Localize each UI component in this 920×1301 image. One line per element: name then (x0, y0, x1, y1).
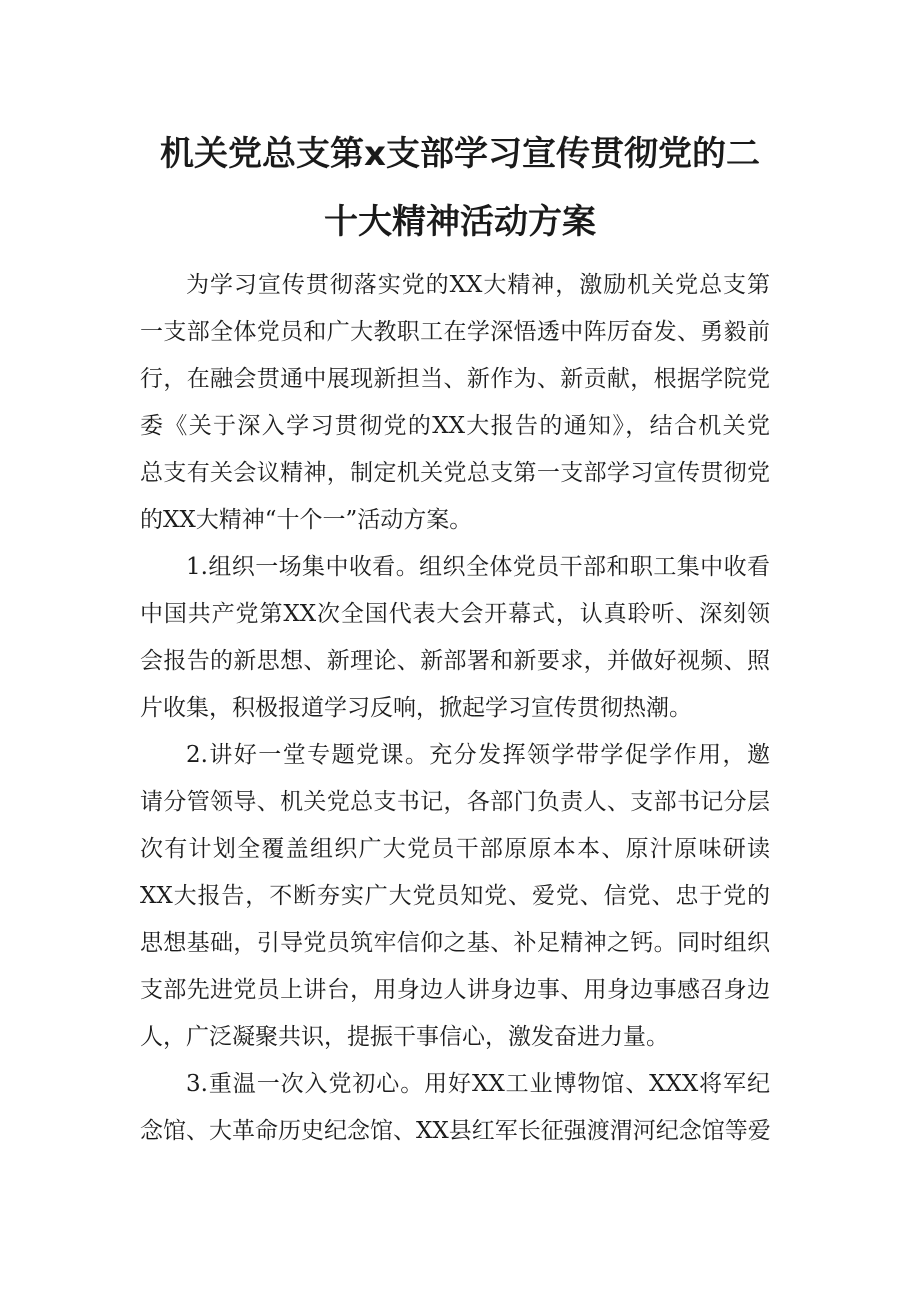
intro-line: 的XX大精神“十个一”活动方案。 (140, 507, 473, 533)
item1-line: 中国共产党第XX次全国代表大会开幕式，认真聆听、深刻领 (140, 601, 770, 627)
item2-line: XX大报告，不断夯实广大党员知党、爱党、信党、忠于党的 (140, 883, 770, 909)
item3-line: 3.重温一次入党初心。用好XX工业博物馆、XXX将军纪 (186, 1071, 770, 1097)
document-body (140, 262, 770, 1155)
intro-line: 委《关于深入学习贯彻党的XX大报告的通知》，结合机关党 (140, 413, 770, 439)
item2-line: 请分管领导、机关党总支书记，各部门负责人、支部书记分层 (140, 789, 770, 815)
item1-line: 1.组织一场集中收看。组织全体党员干部和职工集中收看 (186, 554, 770, 580)
item2-line: 支部先进党员上讲台，用身边人讲身边事、用身边事感召身边 (140, 977, 770, 1003)
document-title-line-2: 十大精神活动方案 (324, 202, 596, 242)
intro-line: 行，在融会贯通中展现新担当、新作为、新贡献，根据学院党 (140, 366, 770, 392)
item3-line: 念馆、大革命历史纪念馆、XX县红军长征强渡渭河纪念馆等爱 (140, 1118, 771, 1144)
intro-line: 一支部全体党员和广大教职工在学深悟透中阵厉奋发、勇毅前 (140, 319, 770, 345)
item2-line: 次有计划全覆盖组织广大党员干部原原本本、原汁原味研读 (140, 836, 770, 862)
intro-line: 为学习宣传贯彻落实党的XX大精神，激励机关党总支第 (186, 272, 770, 298)
item2-line: 思想基础，引导党员筑牢信仰之基、补足精神之钙。同时组织 (140, 930, 770, 956)
item1-line: 会报告的新思想、新理论、新部署和新要求，并做好视频、照 (140, 648, 770, 674)
intro-line: 总支有关会议精神，制定机关党总支第一支部学习宣传贯彻党 (140, 460, 770, 486)
item2-line: 2.讲好一堂专题党课。充分发挥领学带学促学作用，邀 (186, 742, 770, 768)
item1-line: 片收集，积极报道学习反响，掀起学习宣传贯彻热潮。 (140, 695, 692, 721)
document-title-line-1: 机关党总支第ⅹ支部学习宣传贯彻党的二 (160, 134, 760, 174)
item2-line: 人，广泛凝聚共识，提振干事信心，激发奋进力量。 (140, 1024, 669, 1050)
